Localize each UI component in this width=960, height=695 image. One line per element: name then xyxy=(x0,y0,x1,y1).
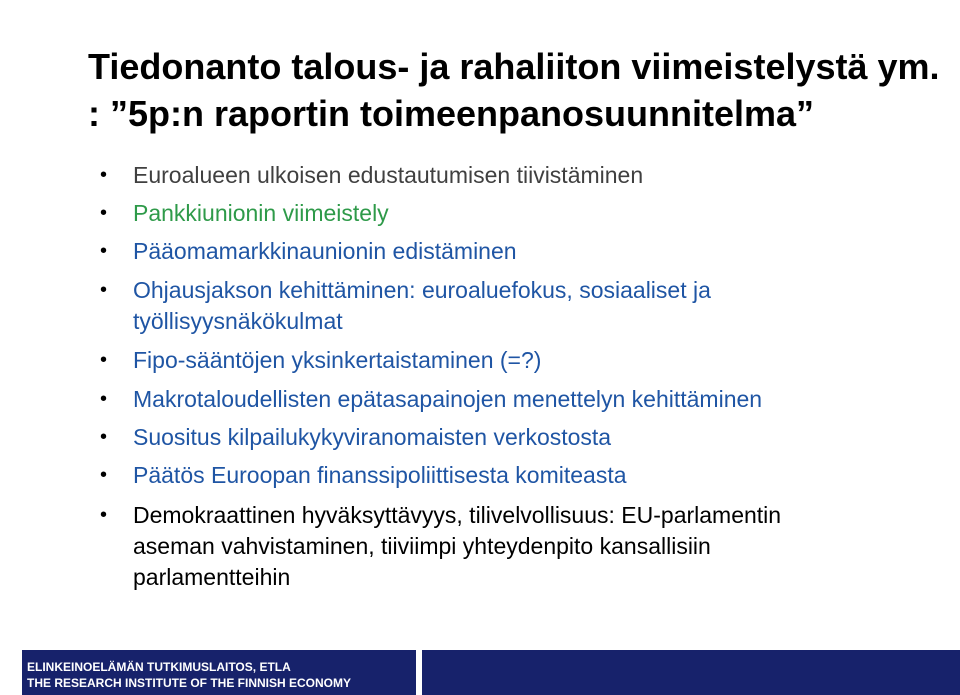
bullet-dot-icon: • xyxy=(100,202,108,224)
bullet-text: Euroalueen ulkoisen edustautumisen tiivistäminen xyxy=(133,162,644,188)
footer-divider xyxy=(0,650,22,695)
bullet-text: Fipo-sääntöjen yksinkertaistaminen (=?) xyxy=(133,347,542,373)
bullet-text: Makrotaloudellisten epätasapainojen menettelyn kehittäminen xyxy=(133,386,763,412)
bullet-item xyxy=(100,345,893,376)
footer-divider xyxy=(416,650,422,695)
bullet-dot-icon: • xyxy=(100,426,108,448)
footer-institute-name-en: THE RESEARCH INSTITUTE OF THE FINNISH ECONOMY xyxy=(27,676,352,690)
bullet-item xyxy=(100,236,893,267)
slide-title: Tiedonanto talous- ja rahaliiton viimeistelystä ym. : ”5p:n raportin toimeenpanosuunnitelma” xyxy=(88,46,940,134)
bullet-item xyxy=(100,275,833,337)
bullet-text: Suositus kilpailukykyviranomaisten verkostosta xyxy=(133,424,612,450)
bullet-dot-icon: • xyxy=(100,240,108,262)
bullet-item xyxy=(100,460,893,491)
bullet-text: Pankkiunionin viimeistely xyxy=(133,200,389,226)
bullet-item xyxy=(100,160,893,191)
bullet-item xyxy=(100,198,893,229)
bullet-dot-icon: • xyxy=(100,164,108,186)
bullet-item xyxy=(100,384,933,415)
bullet-dot-icon: • xyxy=(100,388,108,410)
bullet-text: Pääomamarkkinaunionin edistäminen xyxy=(133,238,517,264)
bullet-dot-icon: • xyxy=(100,349,108,371)
bullet-text: Demokraattinen hyväksyttävyys, tilivelvollisuus: EU-parlamentin aseman vahvistaminen, tiiviimpi yhteydenpito kansallisiin parlamentteihin xyxy=(133,502,782,590)
bullet-item xyxy=(100,422,893,453)
footer-band xyxy=(0,650,960,695)
footer-institute-name-fi: ELINKEINOELÄMÄN TUTKIMUSLAITOS, ETLA xyxy=(27,660,291,674)
bullet-dot-icon: • xyxy=(100,504,108,526)
bullet-text: Ohjausjakson kehittäminen: euroaluefokus, sosiaaliset ja työllisyysnäkökulmat xyxy=(133,277,711,334)
bullet-text: Päätös Euroopan finanssipoliittisesta komiteasta xyxy=(133,462,627,488)
bullet-dot-icon: • xyxy=(100,464,108,486)
bullet-item xyxy=(100,500,853,593)
bullet-dot-icon: • xyxy=(100,279,108,301)
